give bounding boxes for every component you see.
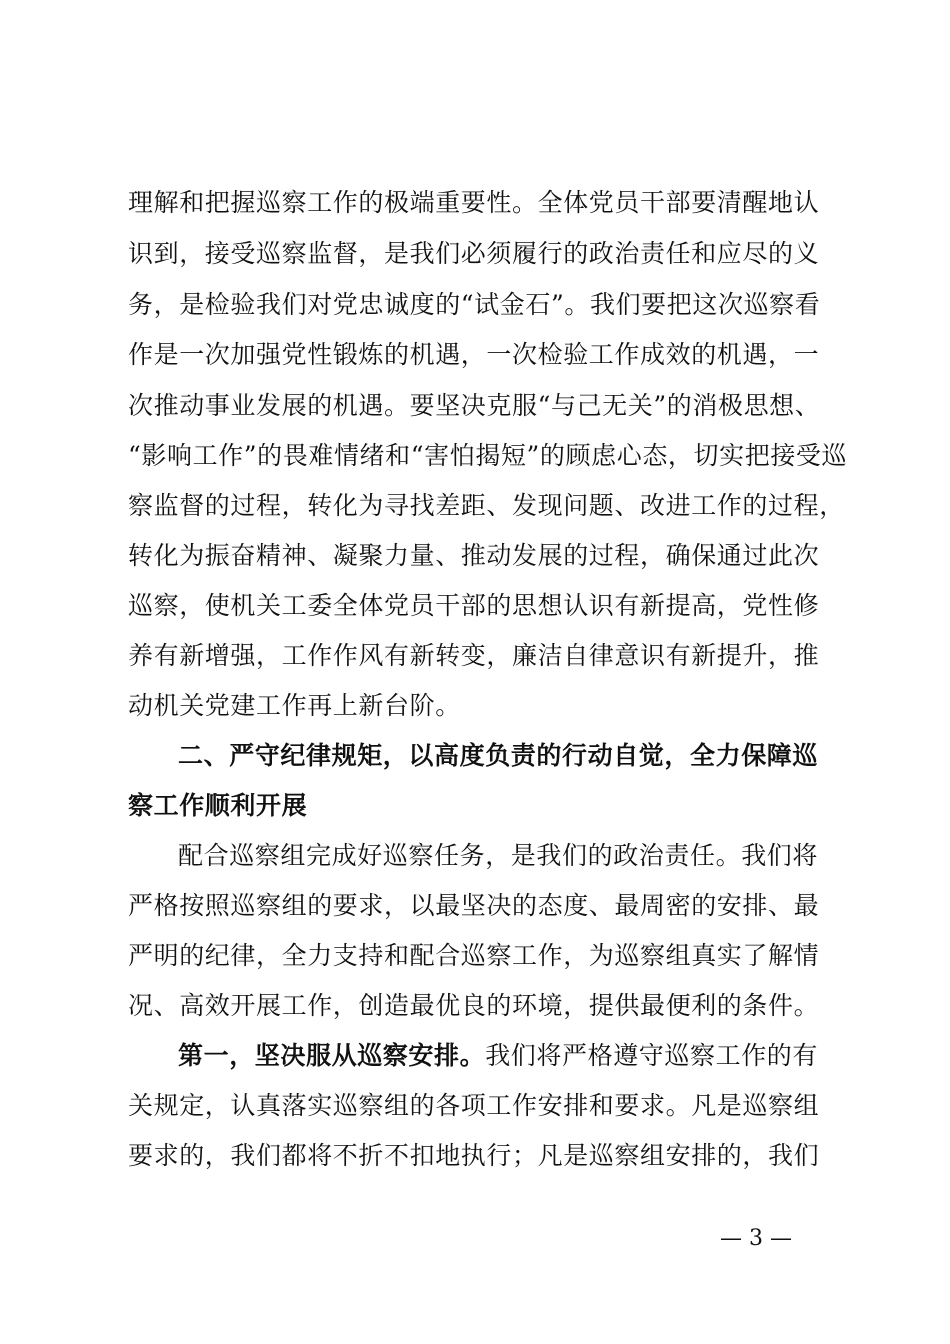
paragraph-line: “影响工作”的畏难情绪和“害怕揭短”的顾虑心态，切实把接受巡 <box>128 441 848 470</box>
paragraph-line: 次推动事业发展的机遇。要坚决克服“与己无关”的消极思想、 <box>128 391 821 420</box>
paragraph-line <box>178 1031 838 1081</box>
paragraph-lead-rest: 我们将严格遵守巡察工作的有 <box>485 1041 819 1070</box>
paragraph-line: 识到，接受巡察监督，是我们必须履行的政治责任和应尽的义 <box>128 239 820 268</box>
paragraph-line: 严格按照巡察组的要求，以最坚决的态度、最周密的安排、最 <box>128 891 820 920</box>
page-number: — 3 — <box>720 1226 792 1251</box>
paragraph-line: 关规定，认真落实巡察组的各项工作安排和要求。凡是巡察组 <box>128 1091 820 1120</box>
paragraph-line: 理解和把握巡察工作的极端重要性。全体党员干部要清醒地认 <box>128 188 820 217</box>
paragraph-line: 要求的，我们都将不折不扣地执行；凡是巡察组安排的，我们 <box>128 1141 820 1170</box>
paragraph-line: 转化为振奋精神、凝聚力量、推动发展的过程，确保通过此次 <box>128 541 820 570</box>
paragraph-line: 察监督的过程，转化为寻找差距、发现问题、改进工作的过程， <box>128 491 845 520</box>
paragraph-line: 务，是检验我们对党忠诚度的“试金石”。我们要把这次巡察看 <box>128 290 821 319</box>
paragraph-line: 作是一次加强党性锻炼的机遇，一次检验工作成效的机遇，一 <box>128 340 820 369</box>
paragraph-line: 养有新增强，工作作风有新转变，廉洁自律意识有新提升，推 <box>128 641 820 670</box>
section-heading: 二、严守纪律规矩，以高度负责的行动自觉，全力保障巡 <box>178 741 819 770</box>
paragraph-line: 严明的纪律，全力支持和配合巡察工作，为巡察组真实了解情 <box>128 941 820 970</box>
paragraph-lead-bold: 第一，坚决服从巡察安排。 <box>178 1041 486 1070</box>
paragraph-line: 配合巡察组完成好巡察任务，是我们的政治责任。我们将 <box>178 841 819 870</box>
section-heading: 察工作顺利开展 <box>128 791 308 820</box>
paragraph-line: 动机关党建工作再上新台阶。 <box>128 691 461 720</box>
paragraph-line: 况、高效开展工作，创造最优良的环境，提供最便利的条件。 <box>128 991 820 1020</box>
paragraph-line: 巡察，使机关工委全体党员干部的思想认识有新提高，党性修 <box>128 591 820 620</box>
